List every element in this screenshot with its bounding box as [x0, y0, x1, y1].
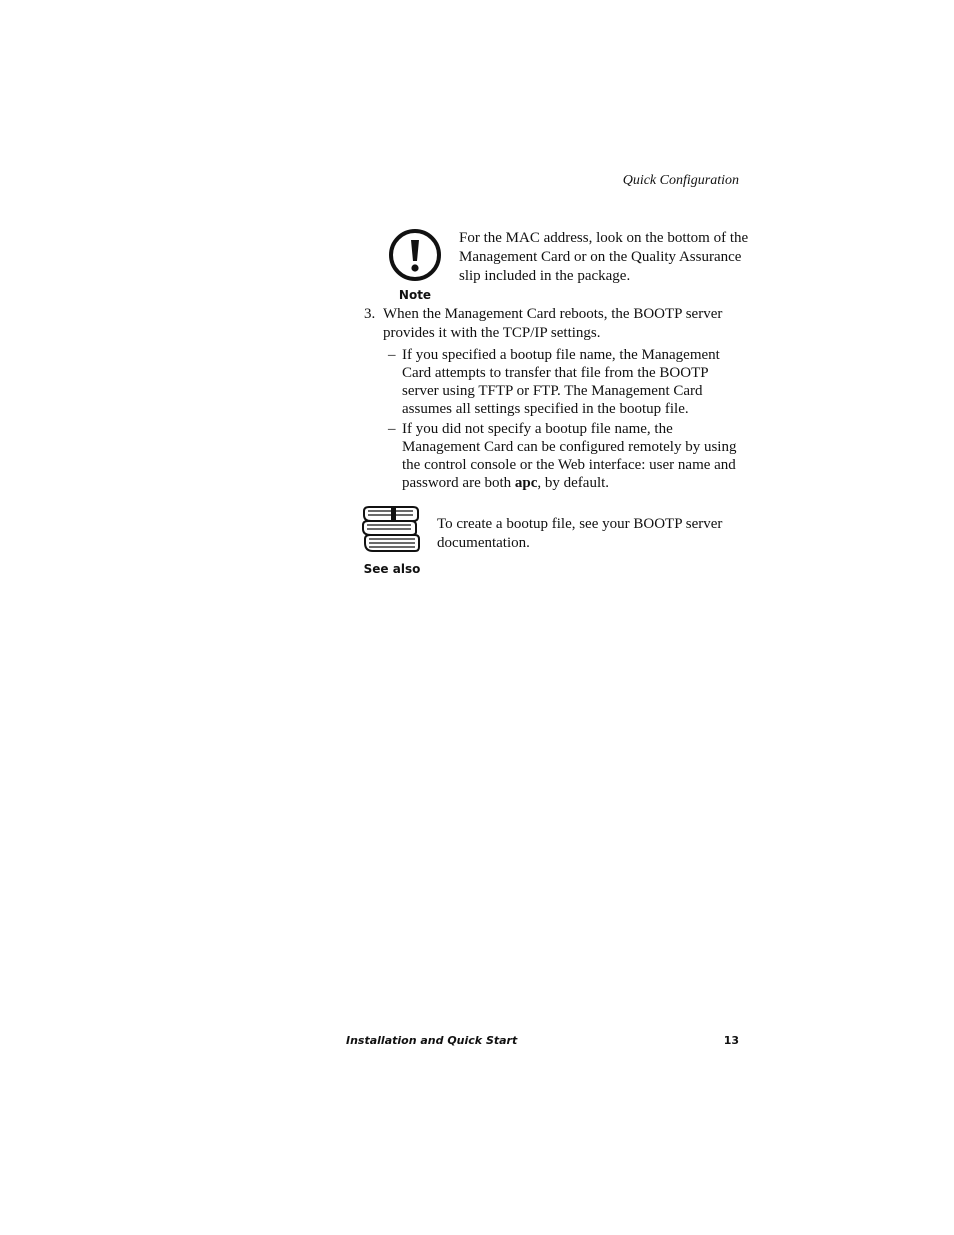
sub-item-bootup-specified: [388, 346, 742, 418]
note-text: For the MAC address, look on the bottom of the Management Card or on the Quality Assurance slip included in the package.: [459, 230, 749, 284]
page-number: 13: [723, 1034, 739, 1047]
step-number: 3.: [364, 306, 376, 322]
see-also-callout-icon: [361, 505, 423, 576]
sub-item-bootup-not-specified: [388, 420, 742, 492]
default-credential: apc: [514, 475, 538, 491]
footer-title: Installation and Quick Start: [346, 1034, 518, 1047]
see-also-text: To create a bootup file, see your BOOTP server documentation.: [437, 516, 723, 551]
sub-item-text: If you specified a bootup file name, the Management Card attempts to transfer that file from the BOOTP server using TFTP or FTP. The Management Card assumes all settings specified in the bootup file.: [402, 347, 720, 417]
step-text: When the Management Card reboots, the BOOTP server provides it with the TCP/IP settings.: [383, 306, 723, 341]
note-callout-icon: [386, 227, 444, 302]
running-head: Quick Configuration: [622, 173, 739, 188]
exclamation-circle-icon: [386, 227, 444, 283]
sub-item-text-end: , by default.: [537, 475, 610, 491]
books-icon: [361, 505, 423, 557]
dash-bullet: –: [388, 421, 396, 437]
sub-item-text: If you did not specify a bootup file name, the Management Card can be configured remotely by using the control console or the Web interface: user name and password are both: [402, 421, 737, 491]
see-also-label: See also: [363, 562, 421, 576]
note-label: Note: [398, 288, 432, 302]
dash-bullet: –: [388, 347, 396, 363]
